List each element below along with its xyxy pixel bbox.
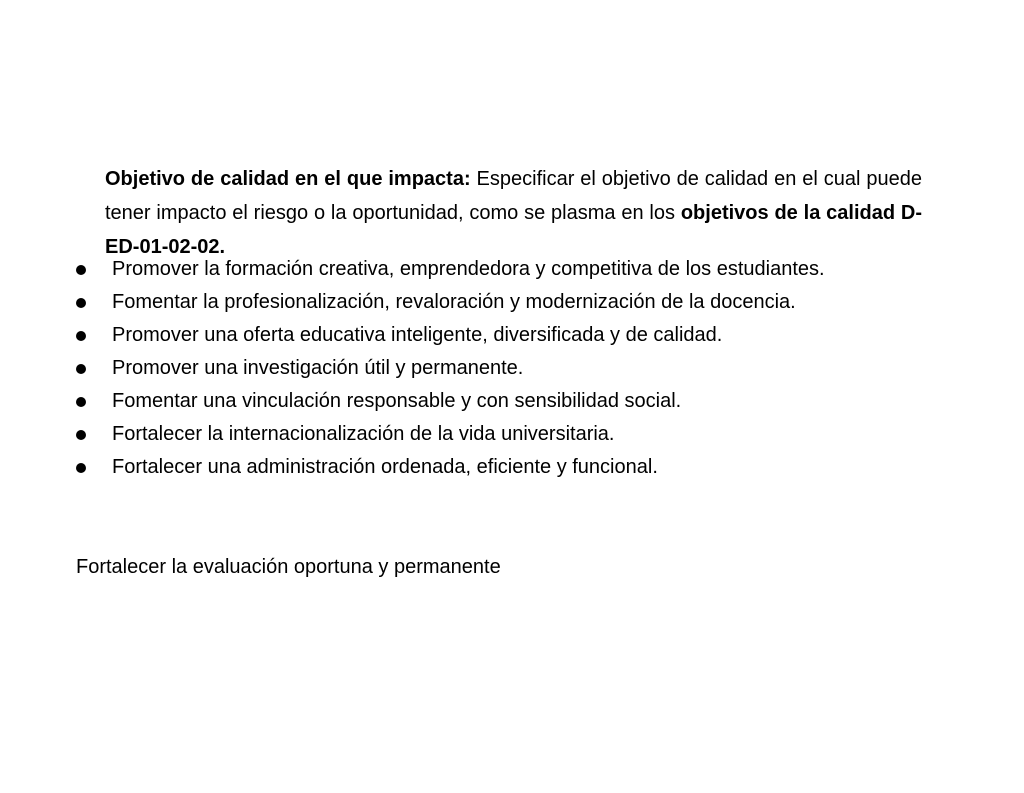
- list-item: [76, 451, 922, 484]
- objective-text: Promover una investigación útil y permanente.: [112, 357, 524, 379]
- bullet-icon: [76, 364, 86, 374]
- objective-text: Fomentar la profesionalización, revaloración y modernización de la docencia.: [112, 291, 796, 313]
- objective-text: Fortalecer una administración ordenada, eficiente y funcional.: [112, 456, 658, 478]
- objectives-list: [76, 253, 922, 484]
- bullet-icon: [76, 298, 86, 308]
- objective-text: Promover la formación creativa, emprendedora y competitiva de los estudiantes.: [112, 258, 825, 280]
- list-item: [76, 385, 922, 418]
- list-item: [76, 286, 922, 319]
- bullet-icon: [76, 331, 86, 341]
- objective-text: Promover una oferta educativa inteligente, diversificada y de calidad.: [112, 324, 723, 346]
- list-item: [76, 253, 922, 286]
- intro-text: Especificar el objetivo de calidad en el cual puede tener impacto el riesgo o la oportunidad, como se plasma en los: [105, 168, 922, 224]
- bullet-icon: [76, 463, 86, 473]
- intro-label: Objetivo de calidad en el que impacta:: [105, 168, 471, 190]
- intro-reference: objetivos de la calidad D-ED-01-02-02.: [105, 202, 922, 258]
- intro-paragraph: [105, 162, 922, 264]
- bullet-icon: [76, 265, 86, 275]
- objective-text: Fortalecer la internacionalización de la vida universitaria.: [112, 423, 615, 445]
- closing-line: Fortalecer la evaluación oportuna y permanente: [76, 556, 501, 578]
- bullet-icon: [76, 430, 86, 440]
- list-item: [76, 418, 922, 451]
- objective-text: Fomentar una vinculación responsable y con sensibilidad social.: [112, 390, 682, 412]
- bullet-icon: [76, 397, 86, 407]
- list-item: [76, 352, 922, 385]
- list-item: [76, 319, 922, 352]
